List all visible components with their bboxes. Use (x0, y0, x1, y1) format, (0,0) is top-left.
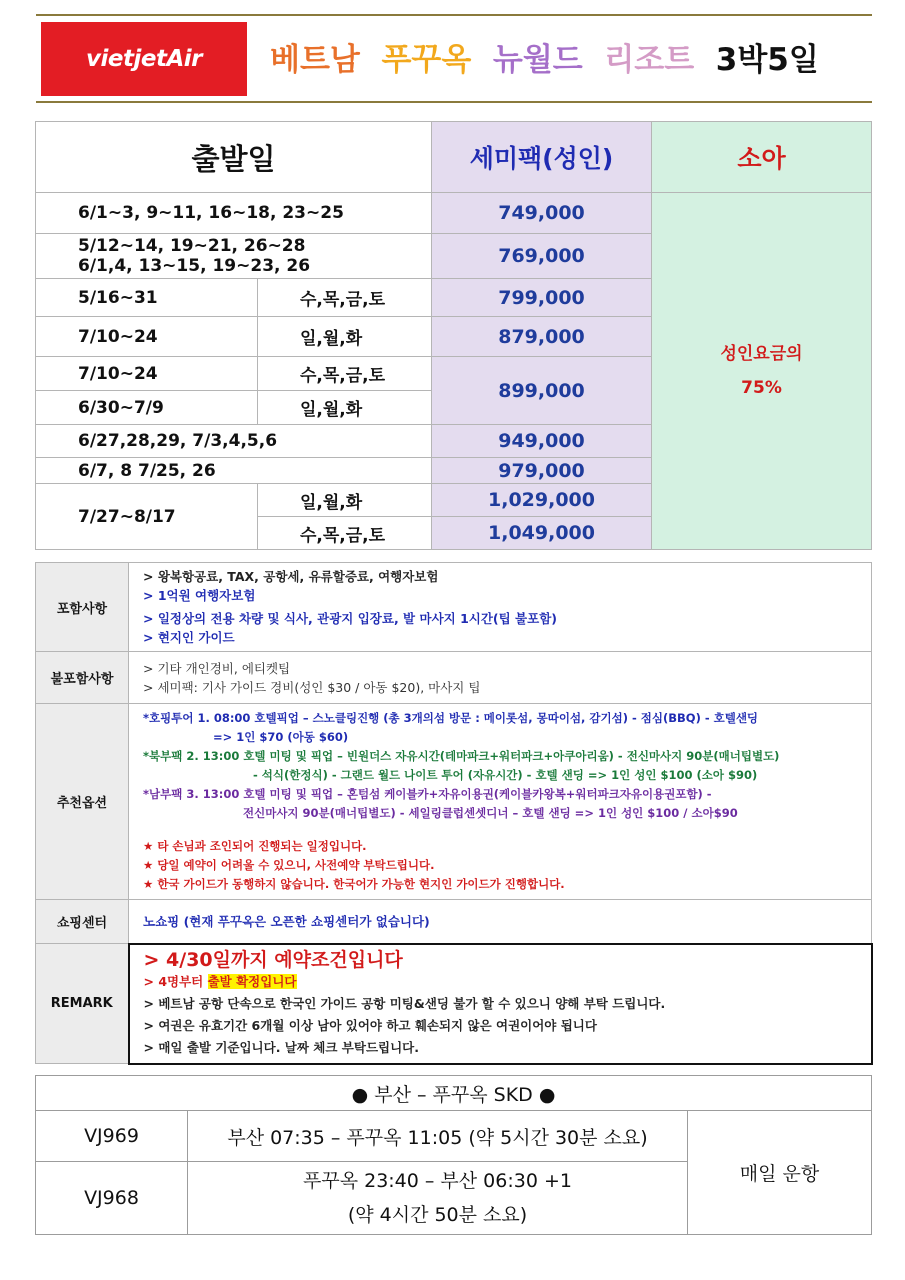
remark-item: > 베트남 공항 단속으로 한국인 가이드 공항 미팅&샌딩 불가 할 수 있으니 양해 부탁 드립니다. (143, 995, 666, 1011)
row-price: 1,049,000 (432, 517, 652, 550)
remark-label: REMARK (36, 944, 129, 1064)
col-departure: 출발일 (36, 122, 432, 193)
options-row (36, 704, 872, 900)
price-table (35, 121, 872, 550)
option-item: *북부팩 2. 13:00 호텔 미팅 및 픽업 – 빈원더스 자유시간(테마파크+워터파크+아쿠아리움) - 전신마사지 90분(매너팁별도) (143, 749, 780, 763)
row-dates: 6/30~7/9 (36, 391, 258, 425)
flight-schedule-line2: (약 4시간 50분 소요) (347, 1204, 528, 1226)
remark-row (36, 944, 872, 1064)
shopping-label: 쇼핑센터 (36, 900, 129, 944)
options-content (129, 704, 872, 900)
row-dates: 7/10~24 (36, 317, 258, 357)
flight-code: VJ969 (36, 1111, 188, 1162)
option-item: *호핑투어 1. 08:00 호텔픽업 – 스노클링진행 (총 3개의섬 방문 : 메이롯섬, 몽따이섬, 감기섬) - 점심(BBQ) - 호텔샌딩 (143, 711, 759, 725)
title-word-4: 리조트 (604, 42, 695, 78)
remark-min-prefix: > 4명부터 (143, 973, 208, 989)
remark-min-highlight: 출발 확정입니다 (207, 973, 297, 989)
col-semi: 세미팩(성인) (432, 122, 652, 193)
header-top-rule (36, 14, 872, 16)
flight-code: VJ968 (36, 1162, 188, 1235)
note-item: ★ 한국 가이드가 동행하지 않습니다. 한국어가 가능한 현지인 가이드가 진행합니다. (143, 877, 565, 891)
remark-min (144, 971, 857, 993)
flight-operation: 매일 운항 (688, 1111, 872, 1235)
row-days: 일,월,화 (258, 317, 432, 357)
row-dates: 5/16~31 (36, 279, 258, 317)
note-item: ★ 타 손님과 조인되어 진행되는 일정입니다. (143, 839, 367, 853)
row-price: 879,000 (432, 317, 652, 357)
row-days: 수,목,금,토 (258, 517, 432, 550)
flight-heading: ● 부산 – 푸꾸옥 SKD ● (36, 1076, 872, 1111)
col-child: 소아 (652, 122, 872, 193)
flight-schedule: 부산 07:35 – 푸꾸옥 11:05 (약 5시간 30분 소요) (188, 1111, 688, 1162)
option-item: *남부팩 3. 13:00 호텔 미팅 및 픽업 – 혼텀섬 케이블카+자유이용권(케이블카왕복+워터파크자유이용권포함) - (143, 787, 712, 801)
remark-main: > 4/30일까지 예약조건입니다 (143, 948, 403, 971)
note-item: ★ 당일 예약이 어려울 수 있으니, 사전예약 부탁드립니다. (143, 858, 435, 872)
shopping-content: 노쇼핑 (현재 푸꾸옥은 오픈한 쇼핑센터가 없습니다) (129, 900, 872, 944)
remark-content (129, 944, 872, 1064)
row-dates: 6/7, 8 7/25, 26 (36, 458, 432, 484)
title-word-1: 베트남 (270, 42, 360, 78)
excluded-item: > 기타 개인경비, 에티켓팁 (143, 660, 291, 676)
included-label: 포함사항 (36, 563, 129, 652)
included-item: > 왕복항공료, TAX, 공항세, 유류할증료, 여행자보험 (143, 569, 439, 584)
row-dates: 7/10~24 (36, 357, 258, 391)
title-word-2: 푸꾸옥 (381, 42, 472, 78)
excluded-item: > 세미팩: 기사 가이드 경비(성인 $30 / 아동 $20), 마사지 팁 (143, 679, 481, 695)
excluded-label: 불포함사항 (36, 652, 129, 704)
flight-header-row (36, 1076, 872, 1111)
shopping-row (36, 900, 872, 944)
row-dates: 6/1~3, 9~11, 16~18, 23~25 (36, 193, 432, 234)
row-price: 1,029,000 (432, 484, 652, 517)
row-price: 749,000 (432, 193, 652, 234)
excluded-content (129, 652, 872, 704)
title-word-3: 뉴월드 (492, 42, 583, 78)
remark-item: > 여권은 유효기간 6개월 이상 남아 있어야 하고 훼손되지 않은 여권이어야 됩니다 (143, 1017, 597, 1033)
included-content (129, 563, 872, 652)
price-header-row (36, 122, 872, 193)
vietjet-logo (41, 22, 247, 96)
child-price-line2: 75% (741, 378, 782, 398)
excluded-row (36, 652, 872, 704)
row-price: 949,000 (432, 425, 652, 458)
option-item: - 석식(한정식) - 그랜드 월드 나이트 투어 (자유시간) - 호텔 샌딩 => 1인 성인 $100 (소아 $90) (253, 768, 758, 782)
flight-schedule-line1: 푸꾸옥 23:40 – 부산 06:30 +1 (303, 1170, 572, 1192)
row-days: 수,목,금,토 (258, 357, 432, 391)
included-item: > 일정상의 전용 차량 및 식사, 관광지 입장료, 발 마사지 1시간(팁 불포함) (143, 611, 557, 626)
option-item: => 1인 $70 (아동 $60) (213, 730, 349, 744)
table-row (36, 1111, 872, 1162)
child-price-cell (652, 193, 872, 550)
row-price: 769,000 (432, 234, 652, 279)
row-dates: 6/27,28,29, 7/3,4,5,6 (36, 425, 432, 458)
child-price-line1: 성인요금의 (720, 344, 803, 364)
included-item: > 1억원 여행자보험 (143, 588, 256, 603)
row-dates-line1: 5/12~14, 19~21, 26~28 (78, 236, 306, 256)
row-price: 899,000 (432, 357, 652, 425)
header-bottom-rule (36, 101, 872, 103)
row-price: 799,000 (432, 279, 652, 317)
options-label: 추천옵션 (36, 704, 129, 900)
row-price: 979,000 (432, 458, 652, 484)
table-row (36, 193, 872, 234)
title-word-5: 3박5일 (715, 42, 819, 78)
logo-text: vietjetAir (86, 46, 202, 72)
remark-item: > 매일 출발 기준입니다. 날짜 체크 부탁드립니다. (143, 1039, 420, 1055)
page-title (270, 34, 870, 79)
flight-schedule (188, 1162, 688, 1235)
flight-table (35, 1075, 872, 1235)
option-item: 전신마사지 90분(매너팁별도) - 세일링클럽센셋디너 – 호텔 샌딩 => 1인 성인 $100 / 소아$90 (243, 806, 738, 820)
info-table (35, 562, 873, 1065)
row-days: 일,월,화 (258, 391, 432, 425)
row-dates (36, 234, 432, 279)
row-dates: 7/27~8/17 (36, 484, 258, 550)
row-days: 수,목,금,토 (258, 279, 432, 317)
included-item: > 현지인 가이드 (143, 630, 235, 645)
row-dates-line2: 6/1,4, 13~15, 19~23, 26 (78, 256, 311, 276)
included-row (36, 563, 872, 652)
row-days: 일,월,화 (258, 484, 432, 517)
